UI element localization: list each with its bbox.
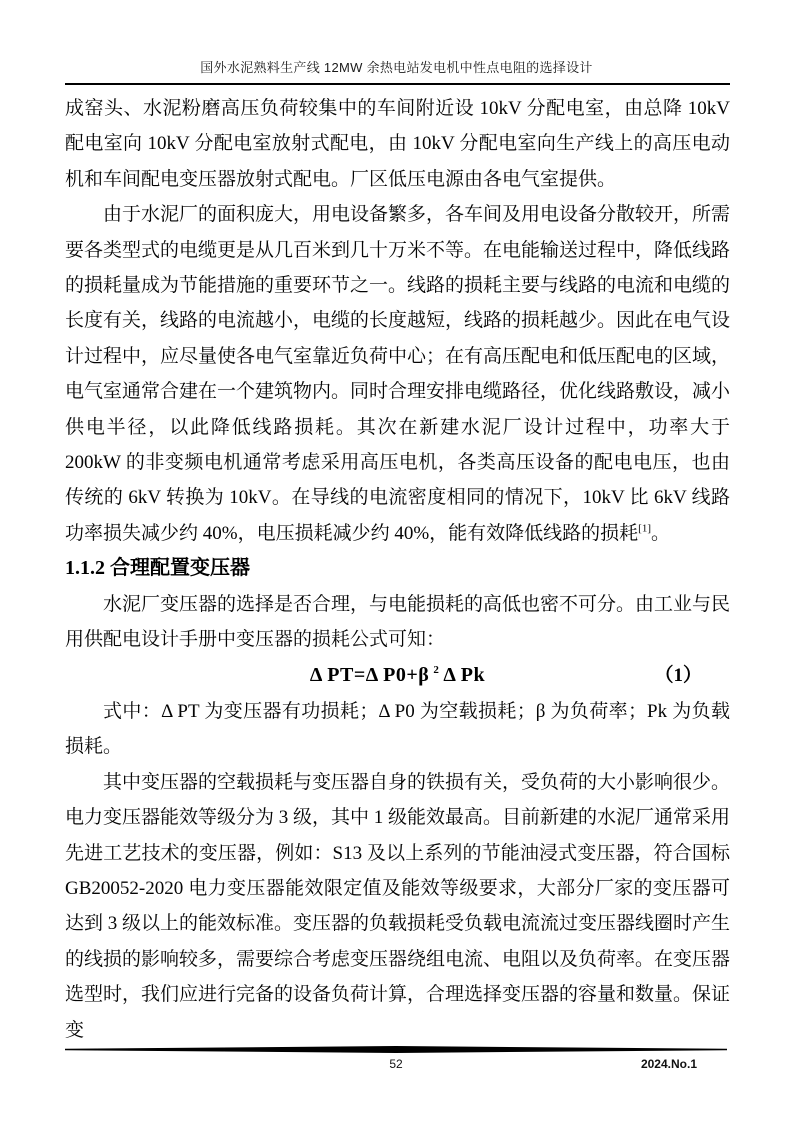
- page-body: [65, 91, 730, 1048]
- equation-row: [65, 658, 730, 694]
- paragraph-text: 由于水泥厂的面积庞大，用电设备繁多，各车间及用电设备分散较开，所需要各类型式的电缆更是从几百米到几十万米不等。在电能输送过程中，降低线路的损耗量成为节能措施的重要环节之一。线路的损耗主要与线路的电流和电缆的长度有关，线路的电流越小，电缆的长度越短，线路的损耗越少。因此在电气设计过程中，应尽量使各电气室靠近负荷中心；在有高压配电和低压配电的区域，电气室通常合建在一个建筑物内。同时合理安排电缆路径，优化线路敷设，减小供电半径，以此降低线路损耗。其次在新建水泥厂设计过程中，功率大于 200kW 的非变频电机通常考虑采用高压电机，各类高压设备的配电电压，也由传统的 6kV 转换为 10kV。在导线的电流密度相同的情况下，10kV 比 6kV 线路功率损失减少约 40%，电压损耗减少约 40%，能有效降低线路的损耗: [65, 204, 731, 544]
- section-heading: 1.1.2 合理配置变压器: [65, 557, 250, 580]
- citation-ref: [1]: [638, 522, 651, 535]
- header-rule: [65, 83, 730, 85]
- page-footer: [65, 1046, 727, 1073]
- equation-text: Δ PT=Δ P0+β: [309, 663, 430, 686]
- paragraph-continuation: 成窑头、水泥粉磨高压负荷较集中的车间附近设 10kV 分配电室，由总降 10kV 配电室向 10kV 分配电室放射式配电，由 10kV 分配电室向生产线上的高压电动机和车间配电变压器放射式配电。厂区低压电源由各电气室提供。: [65, 98, 730, 190]
- running-header: [0, 0, 793, 76]
- footer-row: [65, 1057, 727, 1073]
- paragraph: 式中：Δ PT 为变压器有功损耗；Δ P0 为空载损耗；β 为负荷率；Pk 为负载损耗。: [65, 700, 730, 758]
- equation: [310, 664, 485, 686]
- equation-superscript: 2: [433, 663, 440, 676]
- page-number: 52: [389, 1057, 403, 1071]
- paragraph: [65, 197, 730, 551]
- equation-text: Δ Pk: [443, 663, 486, 686]
- running-header-title: 国外水泥熟料生产线 12MW 余热电站发电机中性点电阻的选择设计: [200, 60, 593, 75]
- paragraph: 水泥厂变压器的选择是否合理，与电能损耗的高低也密不可分。由工业与民用供配电设计手册中变压器的损耗公式可知：: [65, 593, 731, 651]
- equation-number: （1）: [654, 664, 702, 686]
- paragraph: 其中变压器的空载损耗与变压器自身的铁损有关，受负荷的大小影响很少。电力变压器能效等级分为 3 级，其中 1 级能效最高。目前新建的水泥厂通常采用先进工艺技术的变压器，例如：S13 及以上系列的节能油浸式变压器，符合国标 GB20052-2020 电力变压器能效限定值及能效等级要求，大部分厂家的变压器可达到 3 级以上的能效标准。变压器的负载损耗受负载电流流过变压器线圈时产生的线损的影响较多，需要综合考虑变压器绕组电流、电阻以及负荷率。在变压器选型时，我们应进行完备的设备负荷计算，合理选择变压器的容量和数量。保证变: [65, 771, 731, 1041]
- issue-label: 2024.No.1: [640, 1057, 697, 1071]
- footer-rule: [65, 1046, 727, 1054]
- paragraph-text: 。: [650, 522, 670, 544]
